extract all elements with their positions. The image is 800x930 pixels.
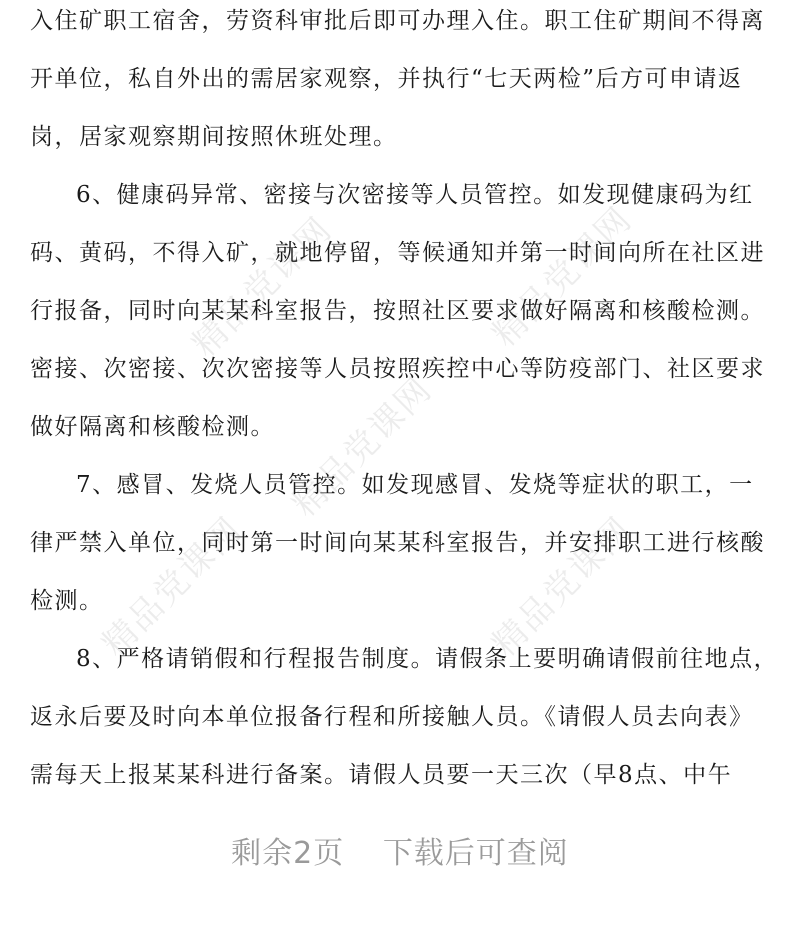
text-line: 入住矿职工宿舍，劳资科审批后即可办理入住。职工住矿期间不得离 [30,8,765,34]
text-line: 返永后要及时向本单位报备行程和所接触人员。《请假人员去向表》 [30,704,754,730]
remaining-pages-count: 剩余2页 [231,836,345,871]
watermark: 精品党课网 [284,369,441,525]
remaining-pages-notice[interactable] [0,828,800,872]
text-line: 律严禁入单位，同时第一时间向某某科室报告，并安排职工进行核酸 [30,530,765,556]
download-to-view-label: 下载后可查阅 [382,836,569,871]
watermark: 精品党课网 [484,509,641,665]
watermark: 精品党课网 [94,509,251,665]
document-body [30,0,778,818]
text-line: 开单位，私自外出的需居家观察，并执行“七天两检”后方可申请返 [30,66,743,92]
text-line: 码、黄码，不得入矿，就地停留，等候通知并第一时间向所在社区进 [30,240,765,266]
text-line: 需每天上报某某科进行备案。请假人员要一天三次（早8点、中午 [30,762,733,788]
text-line: 行报备，同时向某某科室报告，按照社区要求做好隔离和核酸检测。 [30,298,765,324]
text-line: 7、感冒、发烧人员管控。如发现感冒、发烧等症状的职工，一 [76,472,754,498]
text-line: 6、健康码异常、密接与次密接等人员管控。如发现健康码为红 [76,182,754,208]
text-line: 做好隔离和核酸检测。 [30,414,275,440]
text-line: 岗，居家观察期间按照休班处理。 [30,124,398,150]
text-line: 8、严格请销假和行程报告制度。请假条上要明确请假前往地点， [76,646,779,672]
watermark: 精品党课网 [484,199,641,355]
text-line: 检测。 [30,588,104,614]
watermark: 精品党课网 [184,209,341,365]
text-line: 密接、次密接、次次密接等人员按照疾控中心等防疫部门、社区要求 [30,356,765,382]
